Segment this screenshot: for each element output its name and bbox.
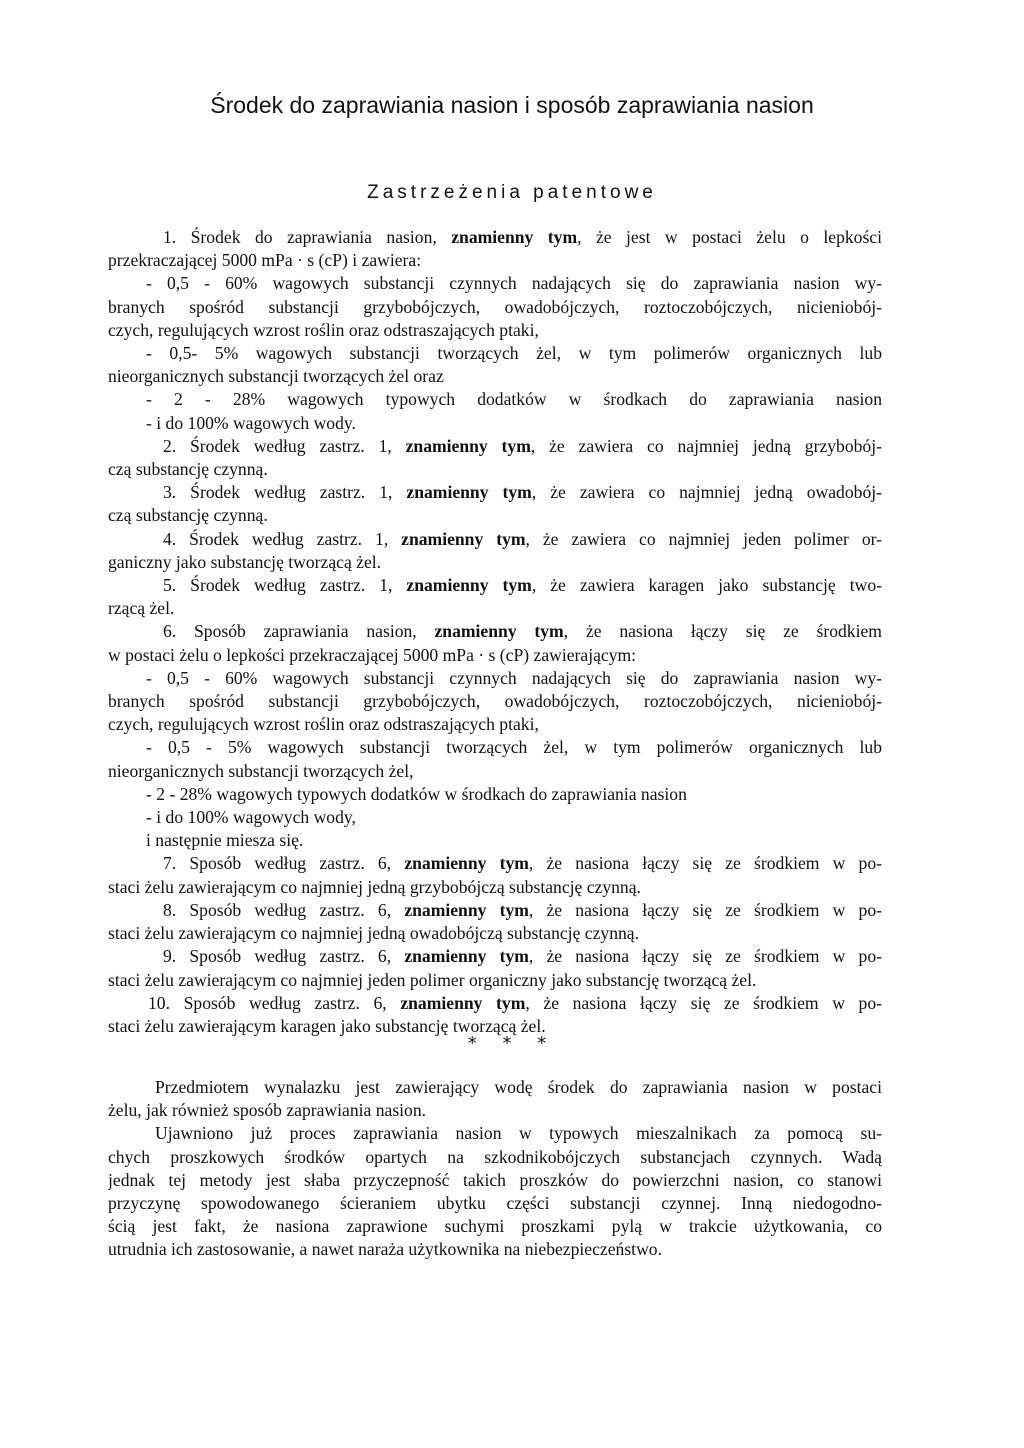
text-segment: czą substancję czynną.	[108, 505, 268, 526]
claim-line	[108, 388, 882, 411]
text-segment: utrudnia ich zastosowanie, a nawet naraża użytkownika na niebezpieczeństwo.	[108, 1239, 662, 1260]
text-segment: 6. Sposób zaprawiania nasion,	[163, 621, 435, 642]
claim-line	[108, 969, 882, 992]
description-line	[108, 1238, 882, 1261]
text-segment: nieorganicznych substancji tworzących żel oraz	[108, 366, 444, 387]
bold-phrase: znamienny tym	[434, 621, 564, 642]
description-line	[108, 1146, 882, 1169]
claim-line	[108, 597, 882, 620]
claim-line	[108, 249, 882, 272]
claim-line	[108, 504, 882, 527]
claim-line	[108, 319, 882, 342]
text-segment: , że nasiona łączy się ze środkiem w po-	[528, 946, 882, 967]
claims-heading: Zastrzeżenia patentowe	[367, 182, 657, 203]
description-line	[108, 1076, 882, 1099]
text-segment: 10. Sposób według zastrz. 6,	[148, 992, 401, 1013]
claim-line	[108, 435, 882, 458]
text-segment: , że jest w postaci żelu o lepkości	[577, 227, 882, 247]
claim-line	[108, 760, 882, 783]
text-segment: i następnie miesza się.	[146, 830, 304, 851]
text-segment: , że zawiera co najmniej jedną owadobój-	[531, 482, 882, 503]
section-separator: * * *	[467, 1033, 557, 1054]
text-segment: Ujawniono już proces zaprawiania nasion w typowych mieszalnikach za pomocą su-	[155, 1123, 882, 1144]
text-segment: - 2 - 28% wagowych typowych dodatków w środkach do zaprawiania nasion	[146, 389, 882, 410]
claim-line	[108, 551, 882, 574]
text-segment: branych spośród substancji grzybobójczych, owadobójczych, roztoczobójczych, nicieniobój-	[108, 296, 882, 317]
text-segment: czą substancję czynną.	[108, 459, 268, 480]
bold-phrase: znamienny tym	[406, 482, 532, 503]
text-segment: - 0,5 - 5% wagowych substancji tworzących żel, w tym polimerów organicznych lub	[146, 737, 882, 758]
description-line	[108, 1169, 882, 1192]
claim-line	[108, 644, 882, 667]
text-segment: ścią jest fakt, że nasiona zaprawione suchymi proszkami pylą w trakcie użytkowania, co	[108, 1216, 882, 1237]
claim-line	[108, 899, 882, 922]
claim-line	[108, 922, 882, 945]
text-segment: czych, regulujących wzrost roślin oraz odstraszających ptaki,	[108, 319, 539, 340]
claim-line	[108, 852, 882, 875]
text-segment: Przedmiotem wynalazku jest zawierający wodę środek do zaprawiania nasion w postaci	[155, 1077, 882, 1097]
text-segment: jednak tej metody jest słaba przyczepność takich proszków do powierzchni nasion, co stanowi	[108, 1169, 882, 1190]
claim-line	[108, 690, 882, 713]
text-segment: , że nasiona łączy się ze środkiem w po-	[525, 992, 882, 1013]
text-segment: - 2 - 28% wagowych typowych dodatków w środkach do zaprawiania nasion	[146, 783, 687, 804]
bold-phrase: znamienny tym	[406, 575, 532, 596]
claim-line	[108, 713, 882, 736]
claim-line	[108, 876, 882, 899]
claim-line	[108, 620, 882, 643]
text-segment: - i do 100% wagowych wody.	[146, 412, 356, 433]
bold-phrase: znamienny tym	[401, 528, 526, 549]
text-segment: nieorganicznych substancji tworzących żel,	[108, 760, 414, 781]
claim-line	[108, 736, 882, 759]
claims-section	[108, 226, 882, 1038]
description-line	[108, 1215, 882, 1238]
text-segment: , że nasiona łączy się ze środkiem	[563, 621, 882, 642]
claim-line	[108, 667, 882, 690]
text-segment: - i do 100% wagowych wody,	[146, 807, 356, 828]
text-segment: , że zawiera karagen jako substancję two-	[531, 575, 882, 596]
claim-line	[108, 342, 882, 365]
claim-line	[108, 365, 882, 388]
text-segment: ganiczny jako substancję tworzącą żel.	[108, 551, 382, 572]
text-segment: chych proszkowych środków opartych na szkodnikobójczych substancjach czynnych. Wadą	[108, 1146, 882, 1167]
claim-line	[108, 945, 882, 968]
bold-phrase: znamienny tym	[404, 899, 529, 920]
text-segment: 8. Sposób według zastrz. 6,	[163, 899, 405, 920]
bold-phrase: znamienny tym	[405, 435, 531, 456]
claim-line	[108, 296, 882, 319]
claim-line	[108, 829, 882, 852]
text-segment: - 0,5- 5% wagowych substancji tworzących żel, w tym polimerów organicznych lub	[146, 343, 882, 364]
claim-line	[108, 272, 882, 295]
description-section	[108, 1076, 882, 1262]
claim-line	[108, 481, 882, 504]
text-segment: - 0,5 - 60% wagowych substancji czynnych nadających się do zaprawiania nasion wy-	[146, 667, 882, 688]
claim-line	[108, 458, 882, 481]
claim-line	[108, 412, 882, 435]
claim-line	[108, 992, 882, 1015]
description-line	[108, 1192, 882, 1215]
text-segment: staci żelu zawierającym co najmniej jeden polimer organiczny jako substancję tworzącą żel.	[108, 969, 757, 990]
bold-phrase: znamienny tym	[451, 227, 578, 247]
text-segment: żelu, jak również sposób zaprawiania nasion.	[108, 1100, 427, 1121]
text-segment: 5. Środek według zastrz. 1,	[163, 575, 407, 596]
bold-phrase: znamienny tym	[400, 992, 526, 1013]
bold-phrase: znamienny tym	[404, 853, 529, 874]
claim-line	[108, 528, 882, 551]
text-segment: 4. Środek według zastrz. 1,	[163, 528, 402, 549]
document-title: Środek do zaprawiania nasion i sposób zaprawiania nasion	[210, 92, 814, 118]
text-segment: , że nasiona łączy się ze środkiem w po-	[528, 853, 882, 874]
text-segment: , że zawiera co najmniej jeden polimer or-	[525, 528, 882, 549]
text-segment: 2. Środek według zastrz. 1,	[163, 435, 406, 456]
text-segment: staci żelu zawierającym co najmniej jedną grzybobójczą substancję czynną.	[108, 876, 641, 897]
text-segment: branych spośród substancji grzybobójczych, owadobójczych, roztoczobójczych, nicieniobój-	[108, 691, 882, 712]
claim-line	[108, 783, 882, 806]
text-segment: 9. Sposób według zastrz. 6,	[163, 946, 405, 967]
claim-line	[108, 574, 882, 597]
text-segment: - 0,5 - 60% wagowych substancji czynnych nadających się do zaprawiania nasion wy-	[146, 273, 882, 294]
description-line	[108, 1122, 882, 1145]
text-segment: , że nasiona łączy się ze środkiem w po-	[528, 899, 882, 920]
text-segment: 3. Środek według zastrz. 1,	[163, 482, 407, 503]
text-segment: 7. Sposób według zastrz. 6,	[163, 853, 405, 874]
text-segment: w postaci żelu o lepkości przekraczającej 5000 mPa · s (cP) zawierającym:	[108, 644, 637, 665]
text-segment: przekraczającej 5000 mPa · s (cP) i zawiera:	[108, 250, 422, 271]
text-segment: rzącą żel.	[108, 598, 175, 619]
claim-line	[108, 226, 882, 249]
description-line	[108, 1099, 882, 1122]
claim-line	[108, 806, 882, 829]
text-segment: przyczynę spowodowanego ścieraniem ubytku części substancji czynnej. Inną niedogodno-	[108, 1193, 882, 1214]
bold-phrase: znamienny tym	[404, 946, 529, 967]
text-segment: staci żelu zawierającym co najmniej jedną owadobójczą substancję czynną.	[108, 923, 639, 944]
text-segment: , że zawiera co najmniej jedną grzybobój-	[530, 435, 882, 456]
text-segment: staci żelu zawierającym karagen jako substancję tworzącą żel.	[108, 1015, 546, 1036]
text-segment: czych, regulujących wzrost roślin oraz odstraszających ptaki,	[108, 714, 539, 735]
text-segment: 1. Środek do zaprawiania nasion,	[163, 227, 452, 247]
